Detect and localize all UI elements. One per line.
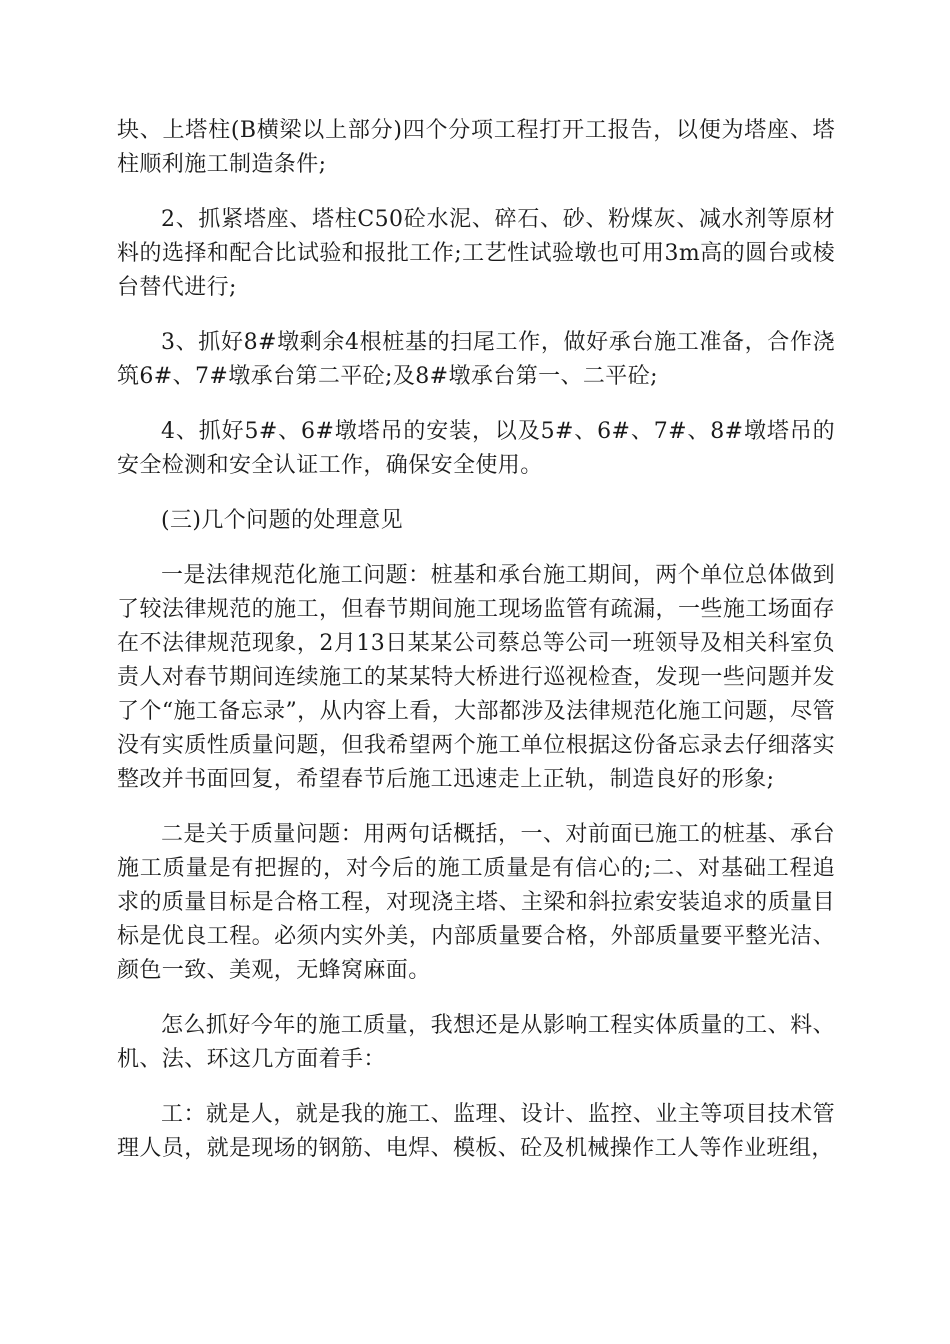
paragraph-item-3: 3、抓好8#墩剩余4根桩基的扫尾工作，做好承台施工准备，合作浇筑6#、7#墩承台第二平砼;及8#墩承台第一、二平砼; (117, 330, 835, 389)
paragraph-quality-issue: 二是关于质量问题：用两句话概括，一、对前面已施工的桩基、承台施工质量是有把握的，对今后的施工质量是有信心的;二、对基础工程追求的质量目标是合格工程，对现浇主塔、主梁和斜拉索安装追求的质量目标是优良工程。必须内实外美，内部质量要合格，外部质量要平整光洁、颜色一致、美观，无蜂窝麻面。 (117, 822, 835, 983)
paragraph-labor: 工：就是人，就是我的施工、监理、设计、监控、业主等项目技术管理人员，就是现场的钢筋、电焊、模板、砼及机械操作工人等作业班组， (117, 1102, 835, 1161)
section-heading: (三)几个问题的处理意见 (161, 508, 403, 533)
paragraph-item-4: 4、抓好5#、6#墩塔吊的安装，以及5#、6#、7#、8#墩塔吊的安全检测和安全认证工作，确保安全使用。 (117, 419, 835, 478)
document-body (117, 114, 835, 1187)
paragraph-item-2: 2、抓紧塔座、塔柱C50砼水泥、碎石、砂、粉煤灰、减水剂等原材料的选择和配合比试验和报批工作;工艺性试验墩也可用3m高的圆台或棱台替代进行; (117, 207, 835, 300)
paragraph-legal-issue: 一是法律规范化施工问题：桩基和承台施工期间，两个单位总体做到了较法律规范的施工，但春节期间施工现场监管有疏漏，一些施工场面存在不法律规范现象，2月13日某某公司蔡总等公司一班领导及相关科室负责人对春节期间连续施工的某某特大桥进行巡视检查，发现一些问题并发了个“施工备忘录”，从内容上看，大部都涉及法律规范化施工问题，尽管没有实质性质量问题，但我希望两个施工单位根据这份备忘录去仔细落实整改并书面回复，希望春节后施工迅速走上正轨，制造良好的形象; (117, 563, 835, 792)
paragraph-continuation: 块、上塔柱(B横梁以上部分)四个分项工程打开工报告，以便为塔座、塔柱顺利施工制造条件; (117, 118, 835, 177)
paragraph-quality-approach: 怎么抓好今年的施工质量，我想还是从影响工程实体质量的工、料、机、法、环这几方面着手： (117, 1013, 835, 1072)
